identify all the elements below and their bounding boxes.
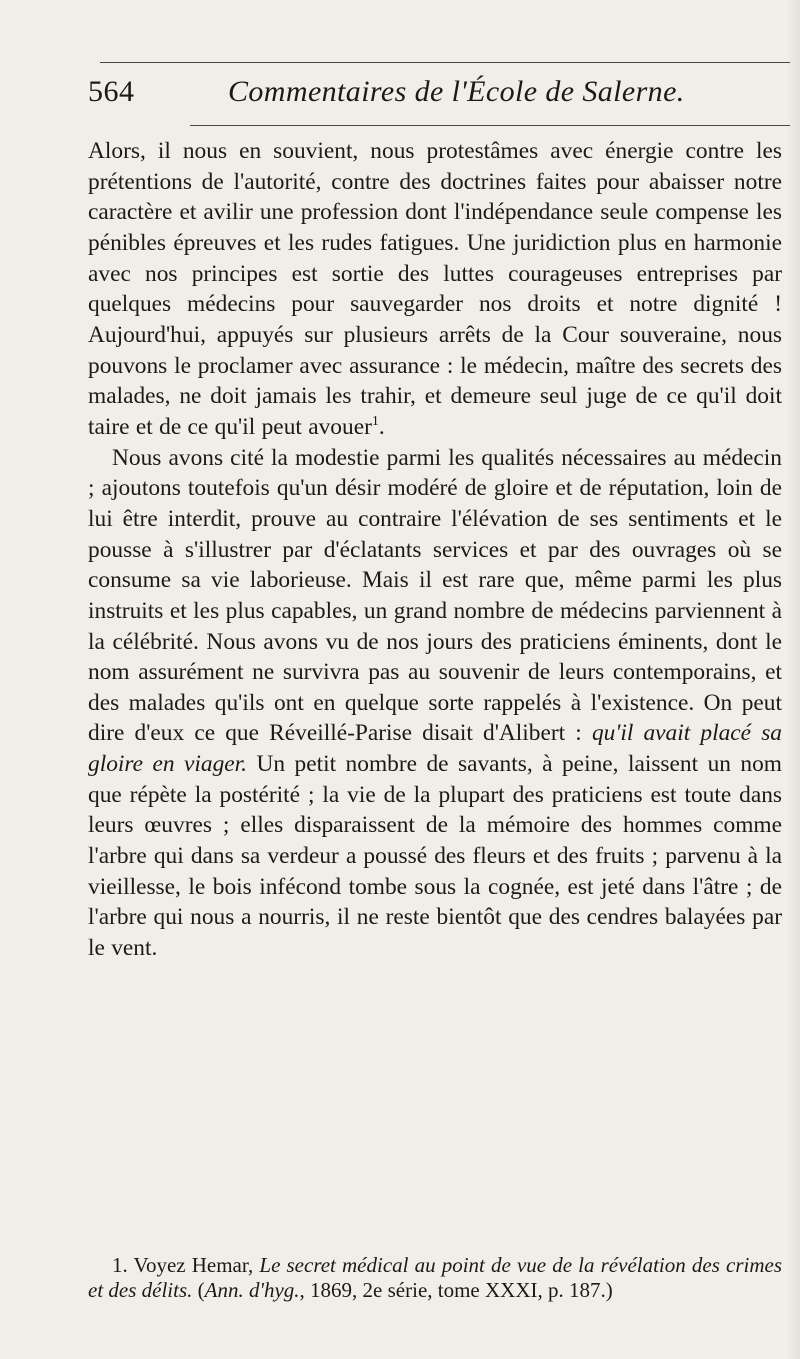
footnote-number: 1. xyxy=(112,1253,128,1277)
footnote-journal: Ann. d'hyg. xyxy=(204,1277,300,1302)
header-rule-top xyxy=(100,62,790,63)
page-edge-shadow xyxy=(786,0,800,1359)
paragraph-1 xyxy=(88,136,782,443)
page-number: 564 xyxy=(88,75,135,108)
body-text xyxy=(88,136,782,964)
paragraph-2-text-end: Un petit nombre de savants, à peine, laissent un nom que répète la postérité ; la vie de la plupart des praticiens est toute dans leurs œuvres ; elles disparaissent de la mémoire des hommes comme l'arbre qui dans sa verdeur a poussé des fleurs et des fruits ; parvenu à la vieillesse, le bois infécond tombe sous la cognée, est jeté dans l'âtre ; de l'arbre qui nous a nourris, il ne reste bientôt que des cendres balayées par le vent. xyxy=(88,751,782,962)
footnote-work-title: Le secret médical au point de vue de la révélation des crimes et des délits. xyxy=(88,1253,782,1302)
running-title: Commentaires de l'École de Salerne. xyxy=(228,75,685,108)
paragraph-1-text: Alors, il nous en souvient, nous protestâmes avec énergie contre les prétentions de l'autorité, contre des doctrines faites pour abaisser notre caractère et avilir une profession dont l'indépendance seule compense les pénibles épreuves et les rudes fatigues. Une juridiction plus en harmonie avec nos principes est sortie des luttes courageuses entreprises par quelques médecins pour sauvegarder nos droits et notre dignité ! Aujourd'hui, appuyés sur plusieurs arrêts de la Cour souveraine, nous pouvons le proclamer avec assurance : le médecin, maître des secrets des malades, ne doit jamais les trahir, et demeure seul juge de ce qu'il doit taire et de ce qu'il peut avouer xyxy=(88,138,782,440)
footnote-text-end: , 1869, 2e série, tome XXXI, p. 187.) xyxy=(299,1277,613,1302)
paragraph-2 xyxy=(88,443,782,964)
header-rule-bottom xyxy=(190,125,790,126)
paragraph-2-quote: qu'il avait placé sa gloire en viager. xyxy=(88,720,782,778)
footnote xyxy=(88,1253,782,1302)
footnote-reference: 1 xyxy=(371,414,379,430)
paragraph-1-end: . xyxy=(378,413,385,440)
footnote-text-start: Voyez Hemar, xyxy=(127,1253,260,1277)
running-header xyxy=(88,74,788,114)
footnote-text-middle: ( xyxy=(192,1277,205,1302)
paragraph-2-text-start: Nous avons cité la modestie parmi les qualités nécessaires au médecin ; ajoutons toutefois qu'un désir modéré de gloire et de réputation, loin de lui être interdit, prouve au contraire l'élévation de ses sentiments et le pousse à s'illustrer par d'éclatants services et par des ouvrages où se consume sa vie laborieuse. Mais il est rare que, même parmi les plus instruits et les plus capables, un grand nombre de médecins parviennent à la célébrité. Nous avons vu de nos jours des praticiens éminents, dont le nom assurément ne survivra pas au souvenir de leurs contemporains, et des malades qu'ils ont en quelque sorte rappelés à l'existence. On peut dire d'eux ce que Réveillé-Parise disait d'Alibert : xyxy=(88,444,782,747)
